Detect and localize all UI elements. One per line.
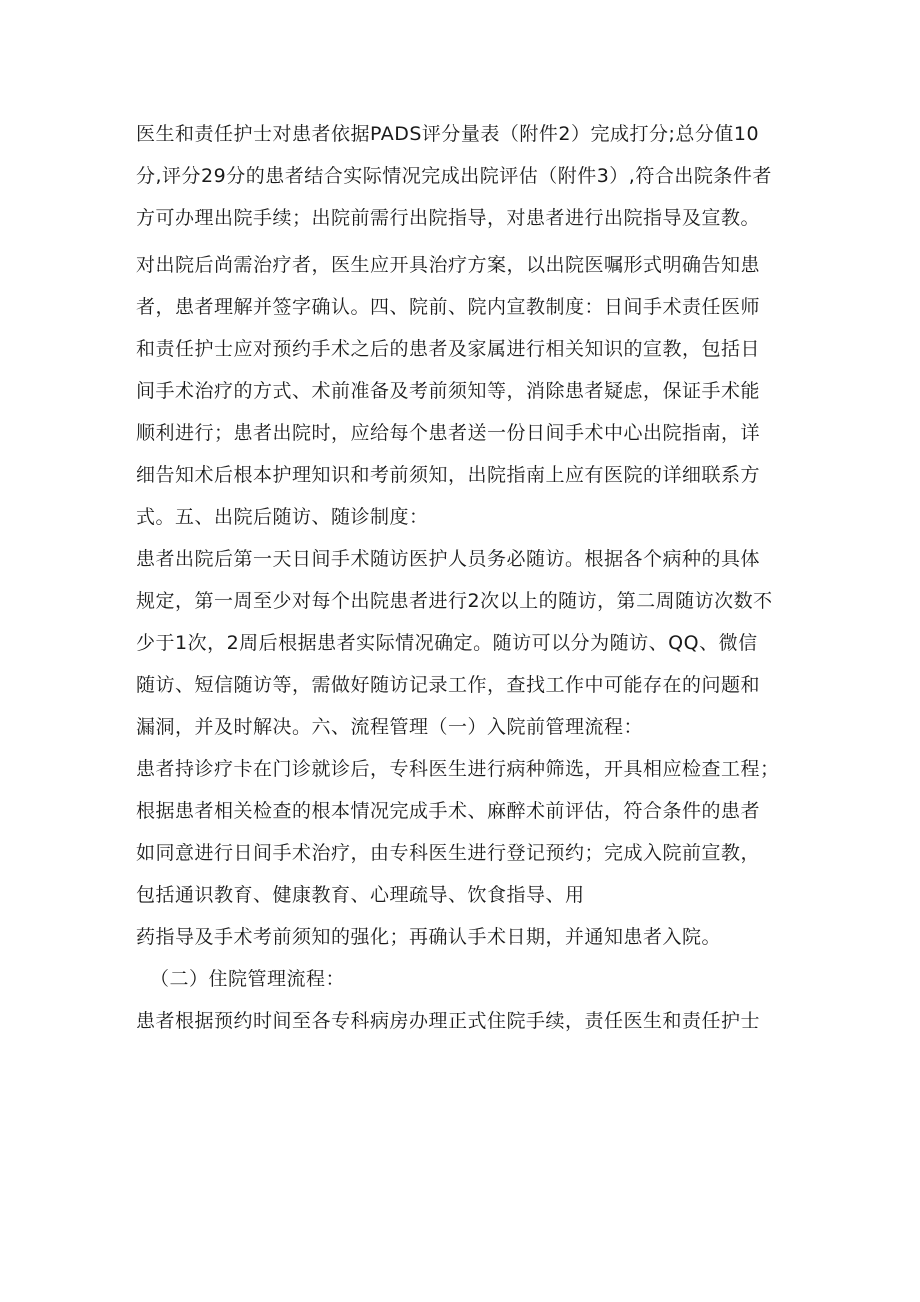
text-line-13: 少于1次，2周后根据患者实际情况确定。随访可以分为随访、QQ、微信 bbox=[136, 632, 758, 654]
text-line-14: 随访、短信随访等，需做好随访记录工作，查找工作中可能存在的问题和 bbox=[136, 674, 761, 696]
text-line-6: 和责任护士应对预约手术之后的患者及家属进行相关知识的宣教，包括日 bbox=[136, 338, 761, 360]
text-line-3: 方可办理出院手续；出院前需行出院指导，对患者进行出院指导及宣教。 bbox=[136, 207, 761, 229]
text-line-8: 顺利进行；患者出院时，应给每个患者送一份日间手术中心出院指南，详 bbox=[136, 422, 761, 444]
text-line-15: 漏洞，并及时解决。六、流程管理（一）入院前管理流程： bbox=[136, 716, 644, 738]
text-line-7: 间手术治疗的方式、术前准备及考前须知等，消除患者疑虑，保证手术能 bbox=[136, 380, 761, 402]
document-body bbox=[136, 113, 796, 1042]
text-line-16: 患者持诊疗卡在门诊就诊后，专科医生进行病种筛选，开具相应检查工程； bbox=[136, 758, 780, 780]
text-line-19: 包括通识教育、健康教育、心理疏导、饮食指导、用 bbox=[136, 884, 585, 906]
text-line-12: 规定，第一周至少对每个出院患者进行2次以上的随访，第二周随访次数不 bbox=[136, 590, 773, 612]
text-line-1: 医生和责任护士对患者依据PADS评分量表（附件2）完成打分;总分值10 bbox=[136, 123, 760, 145]
text-line-9: 细告知术后根本护理知识和考前须知，出院指南上应有医院的详细联系方 bbox=[136, 464, 761, 486]
text-line-4: 对出院后尚需治疗者，医生应开具治疗方案，以出院医嘱形式明确告知患 bbox=[136, 254, 761, 276]
text-line-10: 式。五、出院后随访、随诊制度： bbox=[136, 506, 429, 528]
text-line-20: 药指导及手术考前须知的强化；再确认手术日期，并通知患者入院。 bbox=[136, 926, 722, 948]
text-line-5: 者，患者理解并签字确认。四、院前、院内宣教制度：日间手术责任医师 bbox=[136, 296, 761, 318]
text-line-2: 分,评分29分的患者结合实际情况完成出院评估（附件3）,符合出院条件者 bbox=[136, 165, 772, 187]
text-line-17: 根据患者相关检查的根本情况完成手术、麻醉术前评估，符合条件的患者 bbox=[136, 800, 761, 822]
text-line-11: 患者出院后第一天日间手术随访医护人员务必随访。根据各个病种的具体 bbox=[136, 548, 761, 570]
text-line-22: 患者根据预约时间至各专科病房办理正式住院手续，责任医生和责任护士 bbox=[136, 1010, 761, 1032]
section-heading: （二）住院管理流程： bbox=[150, 968, 346, 990]
text-line-18: 如同意进行日间手术治疗，由专科医生进行登记预约；完成入院前宣教， bbox=[136, 842, 761, 864]
